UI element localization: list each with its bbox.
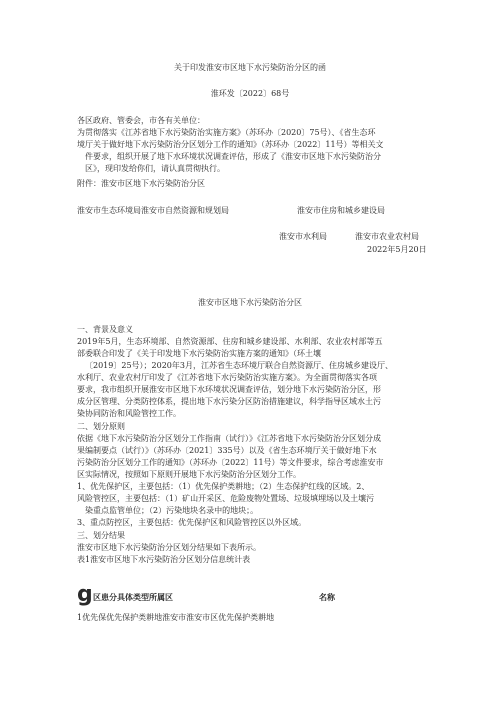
attachment-line: 附件：淮安市区地下水污染防治分区	[77, 179, 205, 188]
text-line: 1、优先保护区，主要包括：（1）优先保护类耕地；（2）生态保护红线的区域。2、	[77, 482, 370, 491]
appendix-title: 淮安市区地下水污染防治分区	[198, 298, 302, 307]
text-line: 成分区管理、分类防控体系，提出地下水污染分区防治措施建议，科学指导区域水土污	[77, 397, 381, 406]
body-line: 境厅关于做好地下水污染防治分区划分工作的通知》（苏环办〔2022〕11号）等相关文	[77, 140, 384, 149]
section3-body	[77, 542, 442, 566]
table-header-glyph: g	[77, 582, 93, 607]
text-line: 表1淮安市区地下水污染防治分区划分信息统计表	[77, 555, 251, 564]
section-heading: 三、划分结果	[77, 531, 125, 540]
body-line: 区》，现印发给你们，请认真贯彻执行。	[85, 164, 225, 173]
text-line: 染协同防治和风险管控工作。	[77, 409, 181, 418]
text-line: 污染防治分区划分工作的通知》（苏环办〔2022〕11号）等文件要求，综合考虑淮安市	[77, 458, 384, 467]
text-line: 依据《地下水污染防治分区划分工作指南（试行）》《江苏省地下水污染防治分区划分成	[77, 434, 381, 443]
letter-title: 关于印发淮安市区地下水污染防治分区的函	[174, 63, 326, 72]
section2-body	[77, 433, 442, 529]
text-line: 果编制要点（试行）》（苏环办〔2021〕335号）以及《省生态环境厅关于做好地下水	[77, 446, 377, 455]
text-line: 水利厅、农业农村厅印发了《江苏省地下水污染防治实施方案》。为全面贯彻落实各项	[77, 373, 377, 382]
signatory: 淮安市农业农村局	[355, 232, 419, 241]
table-row: 1优先保优先保护类耕地淮安市淮安市区优先保护类耕地	[77, 613, 275, 622]
text-line: 风险管控区，主要包括：（1）矿山开采区、危险废物处置场、垃圾填埋场以及土壤污	[77, 494, 375, 503]
section-heading: 二、划分原则	[77, 422, 125, 431]
text-line: 淮安市区地下水污染防治分区划分结果如下表所示。	[77, 543, 261, 552]
text-line: 染重点监管单位；（2）污染地块名录中的地块；。	[85, 506, 259, 515]
table-header-name: 名称	[319, 593, 335, 602]
greeting: 各区政府、管委会，市各有关单位：	[77, 116, 205, 125]
doc-number: 淮环发〔2022〕68号	[210, 89, 290, 98]
table-header-columns: 区患分具体类型所属区	[93, 593, 173, 602]
text-line: 〔2019〕25号）；2020年3月，江苏省生态环境厅联合自然资源厅、住房城乡建设厅、	[85, 361, 393, 370]
signatory: 淮安市水利局	[279, 232, 327, 241]
text-line: 3、重点防控区，主要包括：优先保护区和风险管控区以外区域。	[77, 518, 307, 527]
section1-body	[77, 336, 442, 420]
letter-body	[77, 127, 442, 175]
body-line: 为贯彻落实《江苏省地下水污染防治实施方案》（苏环办〔2020〕75号）、《省生态环	[77, 128, 376, 137]
letter-date: 2022年5月20日	[367, 245, 427, 254]
signatory: 淮安市住房和城乡建设局	[297, 206, 385, 215]
section-heading: 一、背景及意义	[77, 325, 133, 334]
text-line: 部委联合印发了《关于印发地下水污染防治实施方案的通知》（环土壤	[77, 349, 321, 358]
signatory: 淮安市生态环境局淮安市自然资源和规划局	[77, 206, 229, 215]
text-line: 区实际情况，按照如下原则开展地下水污染防治分区划分工作。	[77, 470, 301, 479]
text-line: 2019年5月，生态环境部、自然资源部、住房和城乡建设部、水利部、农业农村部等五	[77, 337, 383, 346]
body-line: 件要求，组织开展了地下水环境状况调查评估，形成了《淮安市区地下水污染防治分	[85, 152, 381, 161]
text-line: 要求，我市组织开展淮安市区地下水环境状况调查评估，划分地下水污染防治分区，形	[77, 385, 381, 394]
